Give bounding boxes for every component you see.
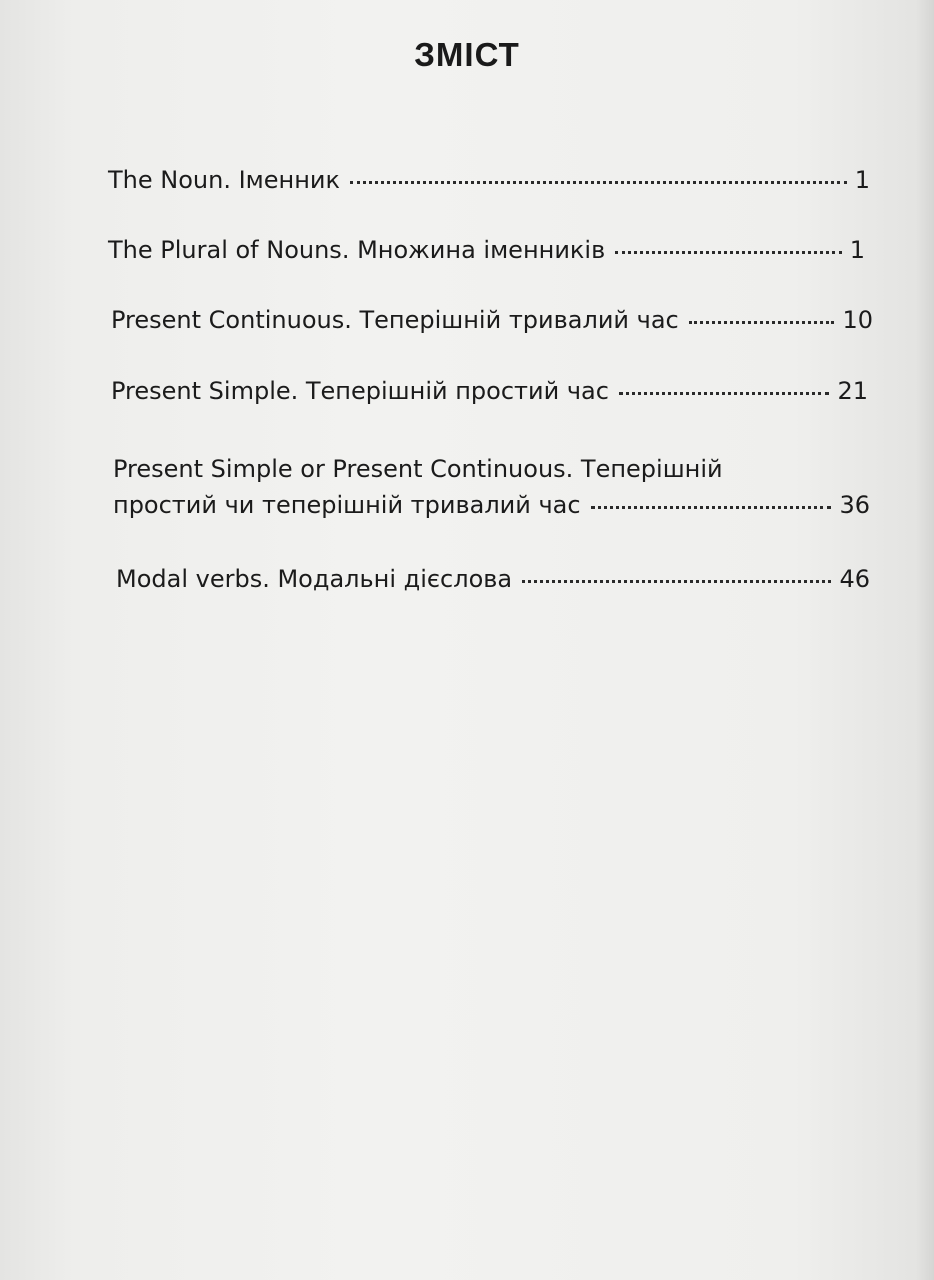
toc-entry-title: The Plural of Nouns. Множина іменників [108, 236, 606, 264]
toc-entry-title-line1: Present Simple or Present Continuous. Теперішній [113, 455, 723, 483]
toc-entry [111, 302, 873, 338]
toc-entry [108, 232, 865, 268]
dot-leader [689, 301, 835, 324]
toc-page-number: 46 [839, 565, 870, 593]
toc-page-number: 10 [842, 306, 873, 334]
toc-page-number: 36 [839, 491, 870, 519]
dot-leader [522, 560, 831, 583]
toc-entry-title: Present Continuous. Теперішній тривалий час [111, 306, 679, 334]
toc-entry-title: Present Simple. Теперішній простий час [111, 377, 609, 405]
toc-page-number: 1 [854, 166, 870, 194]
toc-entry-title: Modal verbs. Модальні дієслова [116, 565, 513, 593]
toc-entry [108, 162, 870, 198]
dot-leader [350, 161, 847, 184]
toc-entry [111, 373, 868, 409]
dot-leader [619, 372, 830, 395]
toc-entry-title-line2: простий чи теперішній тривалий час [113, 491, 581, 519]
toc-entry [113, 451, 870, 523]
dot-leader [591, 486, 832, 509]
toc-entry [116, 561, 870, 597]
toc-entry-title: The Noun. Іменник [108, 166, 341, 194]
page-title: ЗМІСТ [414, 36, 520, 73]
toc-page-number: 1 [849, 236, 865, 264]
toc-page-number: 21 [837, 377, 868, 405]
dot-leader [615, 231, 841, 254]
